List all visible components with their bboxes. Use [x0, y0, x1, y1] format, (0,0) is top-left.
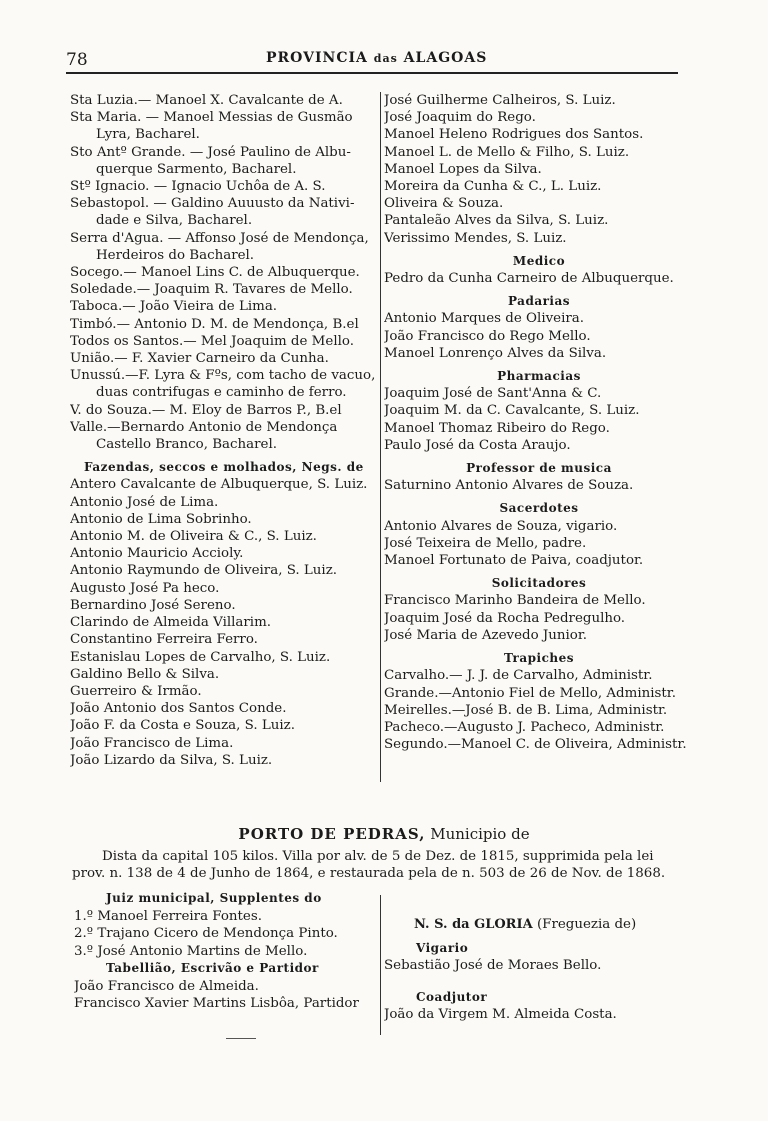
section-heading-professor: Professor de musica — [466, 461, 612, 476]
section-heading-coadjutor: Coadjutor — [416, 989, 488, 1004]
list-item: Unussú.—F. Lyra & Fºs, com tacho de vacuo, — [70, 368, 376, 384]
list-item: Joaquim M. da C. Cavalcante, S. Luiz. — [384, 403, 640, 419]
list-item: Antonio Marques de Oliveira. — [384, 311, 585, 327]
list-item: Sebastopol. — Galdino Auuusto da Nativi- — [70, 196, 355, 212]
list-item: Oliveira & Souza. — [384, 196, 504, 212]
list-item: José Maria de Azevedo Junior. — [384, 627, 588, 643]
list-item: Sto Antº Grande. — José Paulino de Albu- — [70, 144, 351, 160]
list-item: Antonio José de Lima. — [70, 494, 219, 510]
header-rule — [66, 72, 678, 74]
list-item: Stº Ignacio. — Ignacio Uchôa de A. S. — [70, 179, 326, 195]
list-item: Manoel Fortunato de Paiva, coadjutor. — [384, 553, 644, 569]
list-item: Timbó.— Antonio D. M. de Mendonça, B.el — [70, 316, 359, 332]
list-item: Manoel Heleno Rodrigues dos Santos. — [384, 127, 644, 143]
list-item: Taboca.— João Vieira de Lima. — [70, 299, 278, 315]
list-item: Galdino Bello & Silva. — [70, 666, 220, 682]
left-column — [70, 92, 376, 769]
section-heading-tabelliao: Tabellião, Escrivão e Partidor — [106, 961, 319, 975]
list-item: Joaquim José da Rocha Pedregulho. — [384, 610, 626, 626]
list-item: Manoel Thomaz Ribeiro do Rego. — [384, 420, 610, 436]
list-item: João F. da Costa e Souza, S. Luiz. — [70, 718, 295, 734]
list-item: João Lizardo da Silva, S. Luiz. — [70, 752, 273, 768]
section-heading-pharmacias: Pharmacias — [497, 369, 581, 384]
list-item: Pedro da Cunha Carneiro de Albuquerque. — [384, 271, 674, 287]
list-item: Lyra, Bacharel. — [96, 127, 200, 143]
list-item: Verissimo Mendes, S. Luiz. — [384, 230, 567, 246]
porto-right-column — [384, 916, 694, 1024]
running-title — [266, 50, 487, 66]
running-title-main: PROVINCIA — [266, 50, 368, 66]
list-item: Bernardino José Sereno. — [70, 597, 236, 613]
list-item: Joaquim José de Sant'Anna & C. — [384, 386, 602, 402]
list-item: Augusto José Pa heco. — [70, 580, 220, 596]
section-heading-trapiches: Trapiches — [503, 651, 575, 666]
list-item: Antero Cavalcante de Albuquerque, S. Luiz. — [70, 477, 368, 493]
column-divider — [380, 92, 381, 782]
porto-title-suffix: Municipio de — [430, 825, 530, 843]
freguezia-suffix: (Freguezia de) — [536, 917, 637, 932]
list-item: Herdeiros do Bacharel. — [96, 247, 255, 263]
porto-description — [72, 848, 698, 882]
porto-left-column — [74, 890, 376, 1013]
list-item: V. do Souza.— M. Eloy de Barros P., B.el — [70, 402, 342, 418]
list-item: João Francisco de Lima. — [70, 735, 234, 751]
list-item: José Guilherme Calheiros, S. Luiz. — [384, 93, 616, 108]
section-heading-solicitadores: Solicitadores — [491, 576, 587, 591]
list-item: Estanislau Lopes de Carvalho, S. Luiz. — [70, 649, 331, 665]
list-item: Valle.—Bernardo Antonio de Mendonça — [70, 419, 338, 435]
list-item: Clarindo de Almeida Villarim. — [70, 615, 272, 631]
section-heading-fazendas: Fazendas, seccos e molhados, Negs. de — [84, 460, 364, 475]
page-header — [66, 48, 676, 70]
running-title-das: das — [373, 52, 398, 65]
list-item: Pantaleão Alves da Silva, S. Luiz. — [384, 213, 609, 229]
freguezia-heading-line — [384, 916, 694, 934]
list-item: Socego.— Manoel Lins C. de Albuquerque. — [70, 265, 360, 281]
list-item: duas contrifugas e caminho de ferro. — [96, 385, 347, 401]
list-item: União.— F. Xavier Carneiro da Cunha. — [70, 351, 329, 367]
list-item: José Teixeira de Mello, padre. — [384, 535, 587, 551]
list-item: Manoel L. de Mello & Filho, S. Luiz. — [384, 144, 630, 160]
right-column — [384, 92, 694, 753]
short-rule — [226, 1038, 256, 1039]
section-heading-juiz: Juiz municipal, Supplentes do — [106, 891, 322, 905]
list-item: querque Sarmento, Bacharel. — [96, 161, 297, 177]
list-item: Moreira da Cunha & C., L. Luiz. — [384, 179, 602, 195]
list-item: José Joaquim do Rego. — [384, 110, 536, 126]
running-title-state: ALAGOAS — [403, 50, 488, 66]
list-item: Sebastião José de Moraes Bello. — [384, 958, 602, 973]
section-heading-sacerdotes: Sacerdotes — [499, 501, 579, 516]
list-item: Pacheco.—Augusto J. Pacheco, Administr. — [384, 719, 665, 735]
list-item: Saturnino Antonio Alvares de Souza. — [384, 478, 634, 494]
porto-paragraph-2: prov. n. 138 de 4 de Junho de 1864, e restaurada pela de n. 503 de 26 de Nov. de 1868. — [72, 866, 666, 881]
list-item: Francisco Xavier Martins Lisbôa, Partidor — [74, 996, 359, 1011]
list-item: Constantino Ferreira Ferro. — [70, 632, 258, 648]
list-item: Sta Maria. — Manoel Messias de Gusmão — [70, 110, 353, 126]
list-item: João Francisco de Almeida. — [74, 978, 259, 994]
list-item: João da Virgem M. Almeida Costa. — [384, 1007, 617, 1022]
list-item: Todos os Santos.— Mel Joaquim de Mello. — [70, 333, 354, 349]
list-item: Francisco Marinho Bandeira de Mello. — [384, 593, 646, 609]
list-item: Antonio Mauricio Accioly. — [70, 546, 244, 562]
list-item: Manoel Lopes da Silva. — [384, 161, 542, 177]
list-item: Castello Branco, Bacharel. — [96, 437, 278, 453]
page-number: 78 — [66, 50, 88, 70]
section-heading-vigario: Vigario — [416, 940, 469, 955]
list-item: Carvalho.— J. J. de Carvalho, Administr. — [384, 668, 653, 684]
freguezia-heading: N. S. da GLORIA — [414, 917, 533, 932]
list-item: Antonio Raymundo de Oliveira, S. Luiz. — [70, 563, 338, 579]
list-item: Manoel Lonrenço Alves da Silva. — [384, 345, 607, 361]
list-item: Segundo.—Manoel C. de Oliveira, Administr. — [384, 737, 687, 753]
list-item: 1.º Manoel Ferreira Fontes. — [74, 908, 262, 924]
list-item: Paulo José da Costa Araujo. — [384, 437, 571, 453]
list-item: Soledade.— Joaquim R. Tavares de Mello. — [70, 282, 353, 298]
list-item: João Antonio dos Santos Conde. — [70, 701, 287, 717]
porto-paragraph-1: Dista da capital 105 kilos. Villa por alv. de 5 de Dez. de 1815, supprimida pela lei — [102, 849, 654, 864]
section-heading-medico: Medico — [512, 253, 566, 268]
list-item: Antonio M. de Oliveira & C., S. Luiz. — [70, 529, 317, 545]
section-heading-padarias: Padarias — [507, 294, 571, 309]
column-divider — [380, 895, 381, 1035]
list-item: Guerreiro & Irmão. — [70, 683, 202, 699]
list-item: Grande.—Antonio Fiel de Mello, Administr. — [384, 685, 676, 701]
list-item: Serra d'Agua. — Affonso José de Mendonça, — [70, 230, 369, 246]
list-item: dade e Silva, Bacharel. — [96, 213, 253, 229]
section-title-porto-de-pedras — [0, 825, 768, 843]
list-item: 3.º José Antonio Martins de Mello. — [74, 943, 308, 959]
list-item: Sta Luzia.— Manoel X. Cavalcante de A. — [70, 93, 343, 108]
porto-title: PORTO DE PEDRAS, — [238, 825, 426, 843]
list-item: Meirelles.—José B. de B. Lima, Administr. — [384, 702, 668, 718]
list-item: João Francisco do Rego Mello. — [384, 328, 591, 344]
list-item: 2.º Trajano Cicero de Mendonça Pinto. — [74, 926, 338, 941]
list-item: Antonio Alvares de Souza, vigario. — [384, 518, 618, 534]
list-item: Antonio de Lima Sobrinho. — [70, 511, 252, 527]
